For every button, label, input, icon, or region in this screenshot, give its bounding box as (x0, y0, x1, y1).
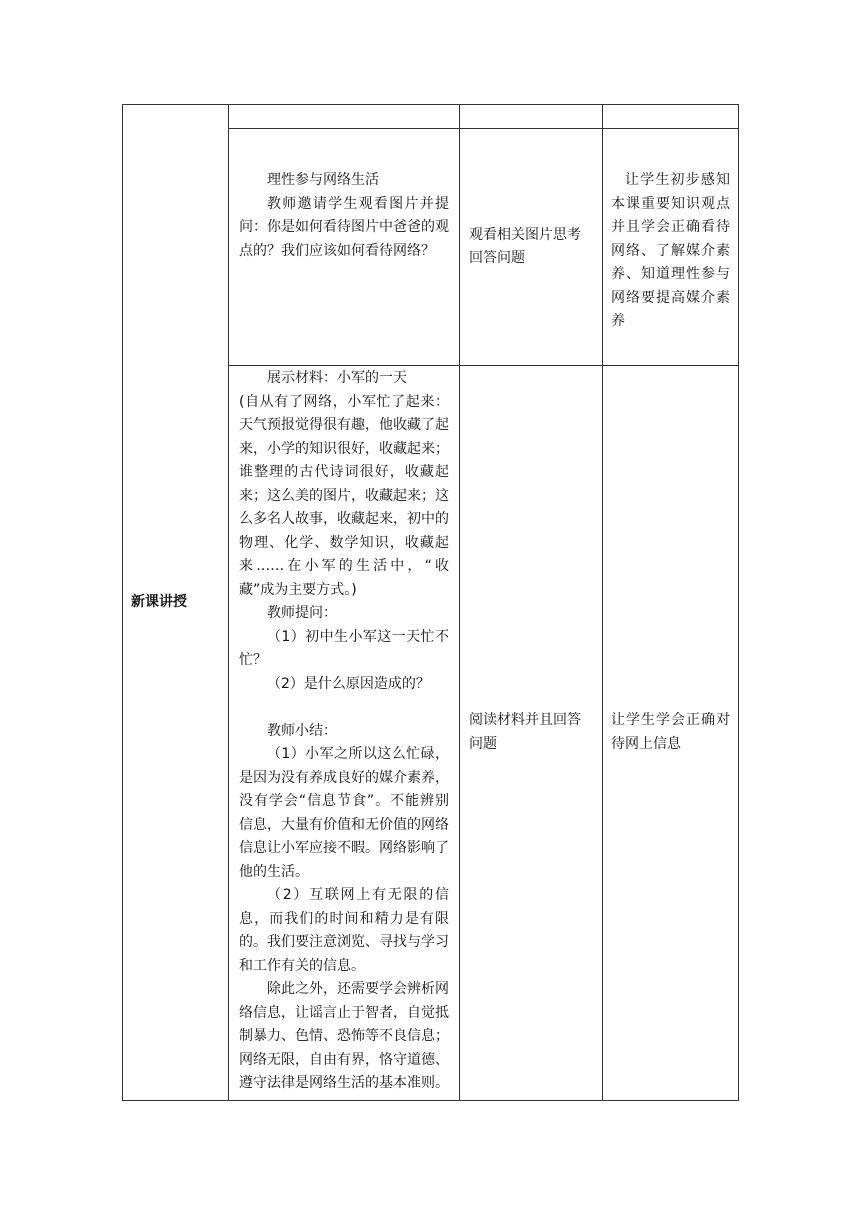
student-activity-text-2: 阅读材料并且回答问题 (469, 712, 581, 752)
question-1: （1）初中生小军这一天忙不忙？ (239, 628, 449, 668)
teacher-activity-cell (229, 129, 460, 366)
material-heading: 展示材料：小军的一天 (267, 370, 407, 386)
question-2: （2）是什么原因造成的？ (267, 675, 430, 692)
spacer (239, 696, 449, 720)
teacher-activity-cell-2 (229, 366, 460, 1101)
section-label-cell (123, 105, 229, 1101)
material-text: (自从有了网络，小军忙了起来：天气预报觉得很有趣，他收藏了起来，小学的知识很好，收藏起来；谁整理的古代诗词很好，收藏起来；这么美的图片，收藏起来；这么多名人故事，收藏起来，初中的物理、化学、数学知识，收藏起来……在小军的生活中，“收藏”成为主要方式。) (239, 393, 449, 598)
blank-cell-middle (460, 105, 603, 129)
student-activity-cell (460, 129, 603, 366)
student-activity-text: 观看相关图片思考回答问题 (469, 226, 581, 266)
summary-2: （2）互联网上有无限的信息，而我们的时间和精力是有限的。我们要注意浏览、寻找与学习和工作有关的信息。 (239, 887, 449, 974)
question-label: 教师提问： (267, 605, 337, 621)
student-activity-cell-2 (460, 366, 603, 1101)
table-row-top-blank (123, 105, 739, 129)
summary-label: 教师小结： (267, 722, 337, 739)
design-intent-cell-2 (603, 366, 739, 1101)
lesson-plan-table (122, 104, 739, 1101)
summary-1: （1）小军之所以这么忙碌，是因为没有养成良好的媒介素养，没有学会“信息节食”。不能辨别信息，大量有价值和无价值的网络信息让小军应接不暇。网络影响了他的生活。 (239, 746, 449, 880)
activity-heading: 理性参与网络生活 (267, 172, 379, 188)
blank-cell-left (229, 105, 460, 129)
design-intent-cell (603, 129, 739, 366)
design-intent-text: 让学生初步感知本课重要知识观点并且学会正确看待网络、了解媒介素养、知道理性参与网络要提高媒介素养 (611, 172, 730, 329)
blank-cell-right (603, 105, 739, 129)
design-intent-text-2: 让学生学会正确对待网上信息 (611, 712, 730, 752)
section-label: 新课讲授 (131, 593, 187, 610)
activity-body: 教师邀请学生观看图片并提问：你是如何看待图片中爸爸的观点的？我们应该如何看待网络？ (239, 195, 449, 259)
summary-3: 除此之外，还需要学会辨析网络信息，让谣言止于智者，自觉抵制暴力、色情、恐怖等不良信息；网络无限，自由有界，恪守道德、遵守法律是网络生活的基本准则。 (239, 981, 449, 1091)
